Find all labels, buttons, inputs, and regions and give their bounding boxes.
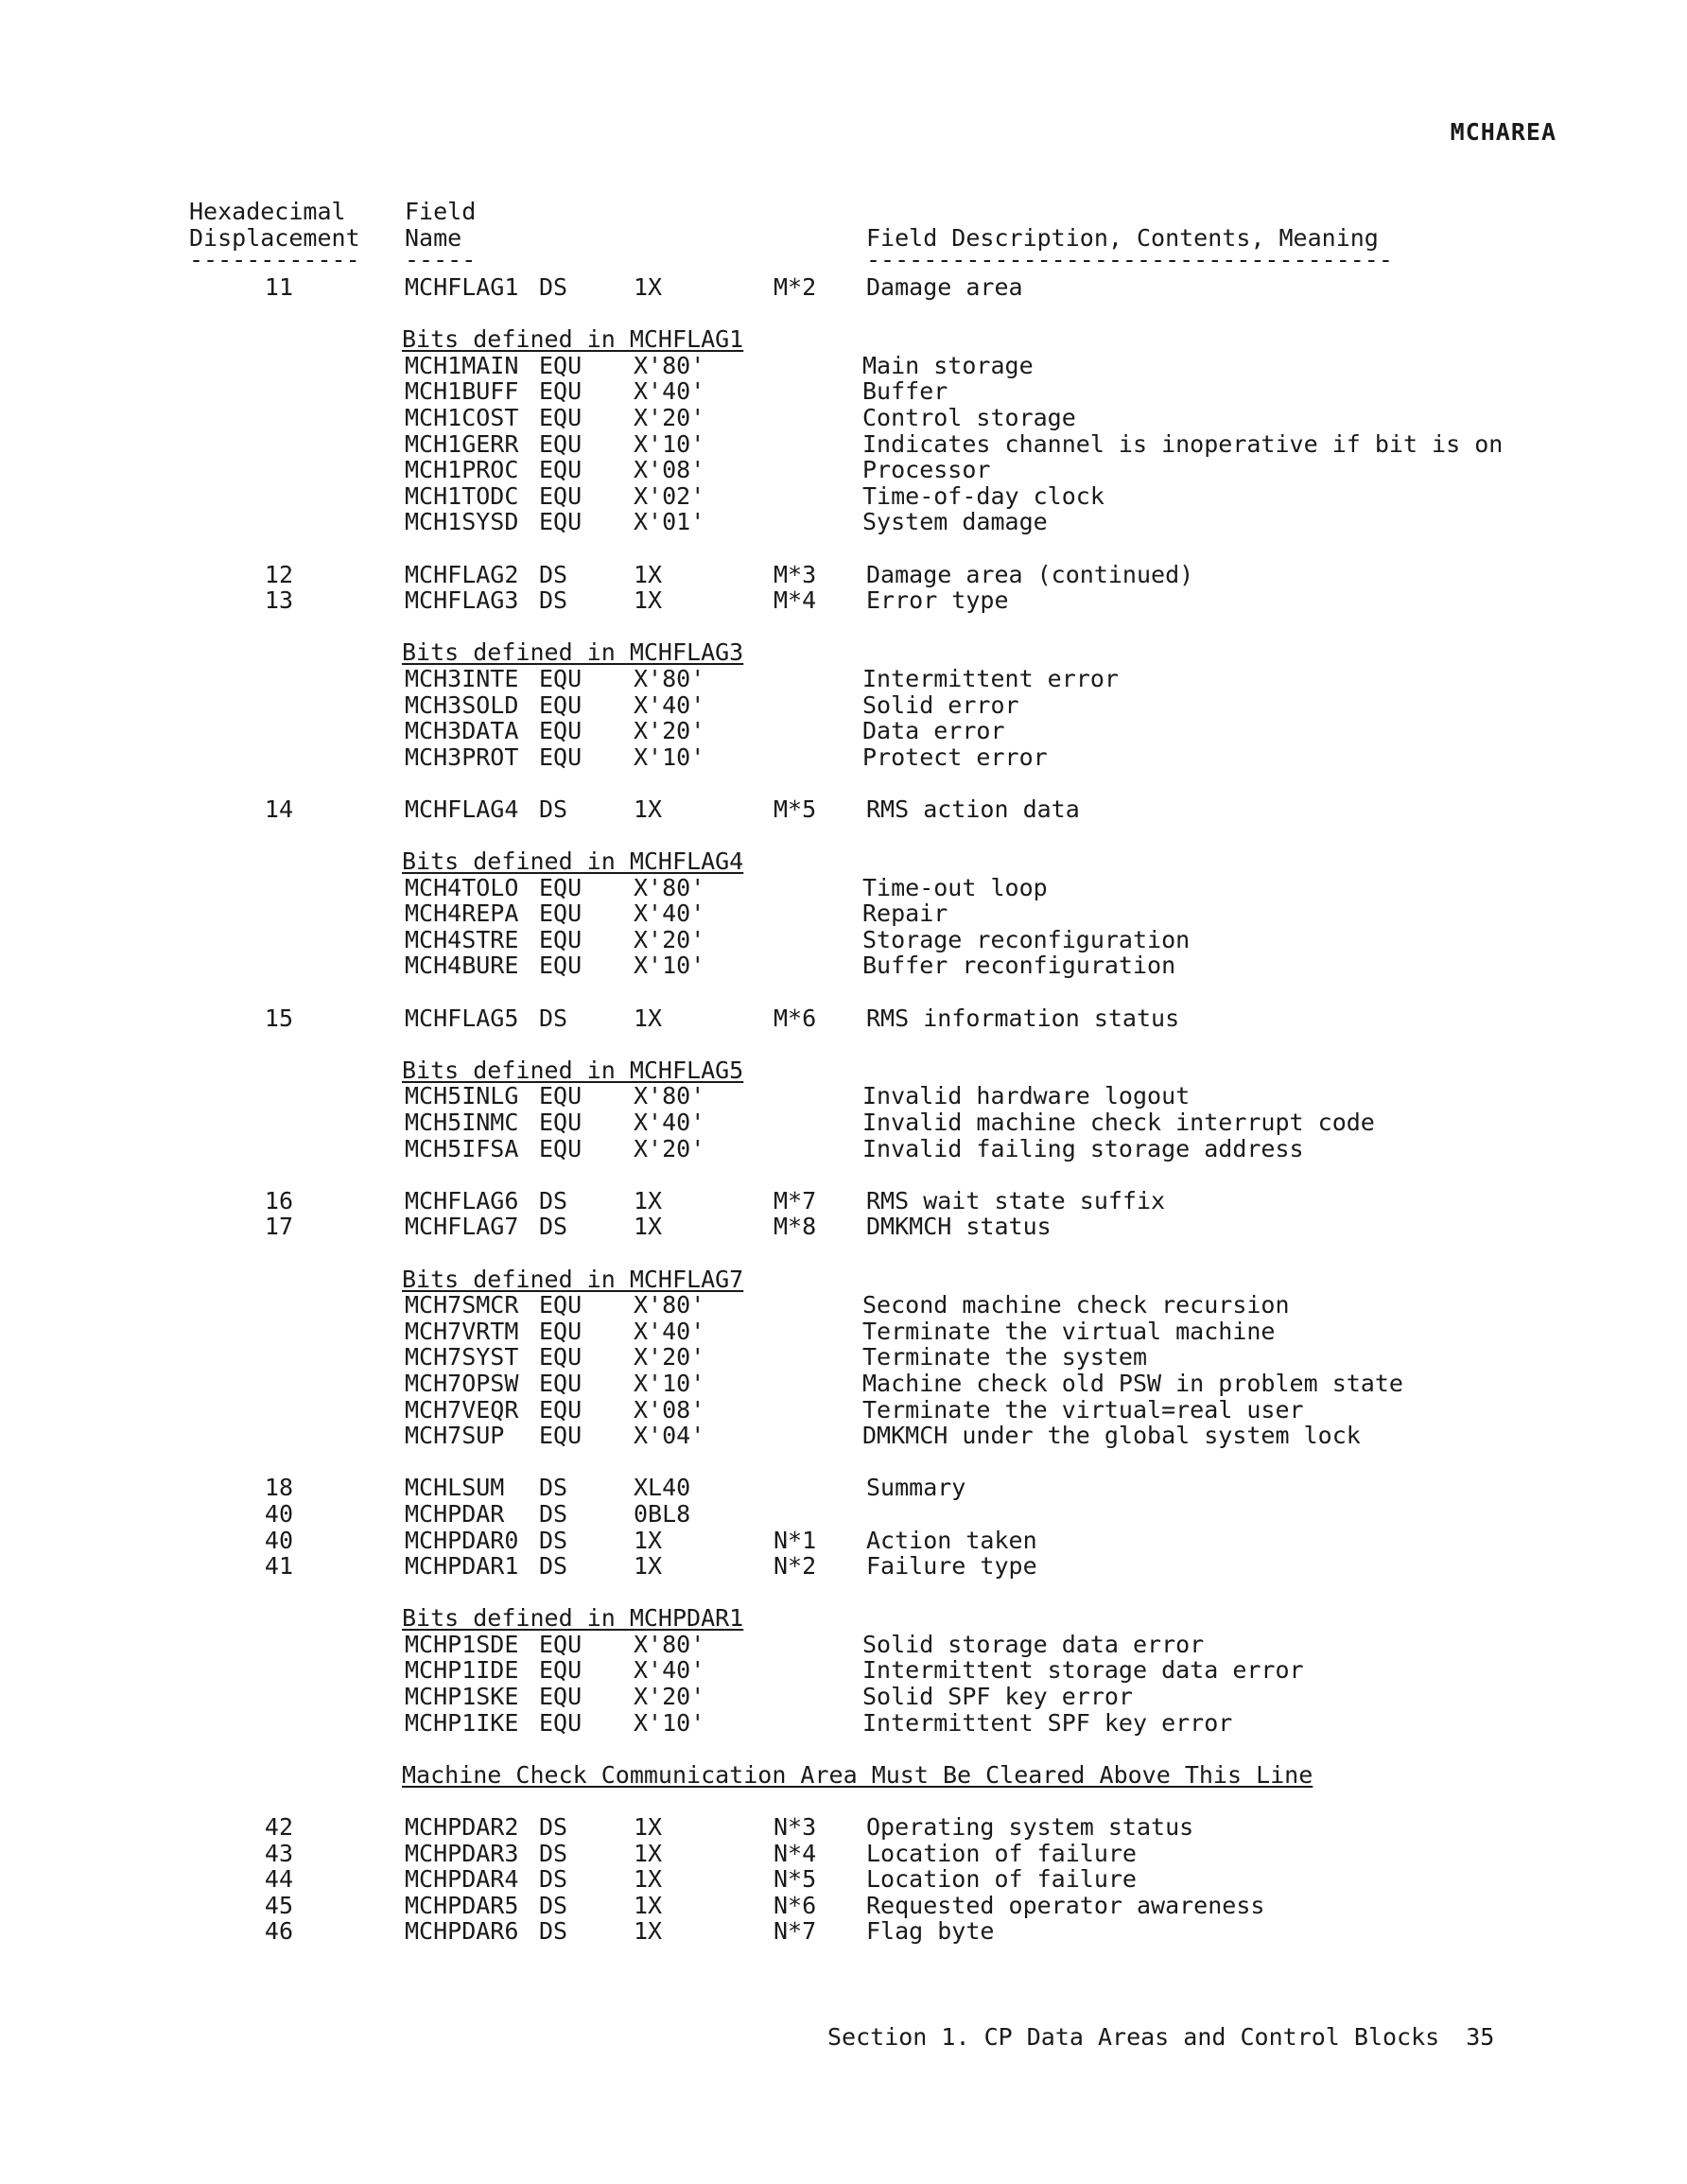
name-heading-line1: Field xyxy=(405,198,477,225)
bit-description: Invalid failing storage address xyxy=(862,1134,1304,1162)
hex-displacement: 17 xyxy=(264,1213,293,1241)
field-table xyxy=(189,274,1608,1945)
field-op: DS xyxy=(539,1213,568,1241)
bit-op: EQU xyxy=(539,925,583,953)
bit-name: MCH7OPSW xyxy=(405,1369,519,1397)
hex-displacement: 40 xyxy=(264,1499,293,1528)
bit-row xyxy=(189,431,1608,458)
field-row xyxy=(189,1475,1608,1501)
page-number: 35 xyxy=(1466,2023,1495,2051)
field-name: MCHFLAG1 xyxy=(405,273,519,301)
field-description: Flag byte xyxy=(866,1917,995,1946)
hex-displacement: 16 xyxy=(264,1186,293,1214)
bit-description: Solid SPF key error xyxy=(862,1683,1133,1711)
bit-description: Storage reconfiguration xyxy=(862,925,1191,953)
bit-value: X'80' xyxy=(634,664,705,692)
bit-value: X'10' xyxy=(634,429,705,458)
bit-row xyxy=(189,718,1608,744)
bit-value: X'40' xyxy=(634,1109,705,1136)
field-type: XL40 xyxy=(634,1474,691,1502)
bit-row xyxy=(189,1083,1608,1109)
field-op: DS xyxy=(539,560,568,588)
bit-row xyxy=(189,692,1608,719)
bit-row xyxy=(189,483,1608,510)
hex-displacement: 13 xyxy=(264,586,293,615)
field-type: 1X xyxy=(634,795,663,823)
bit-name: MCH7SUP xyxy=(405,1422,505,1450)
bit-op: EQU xyxy=(539,508,583,536)
bits-defined-heading: Machine Check Communication Area Must Be Cleared Above This Line xyxy=(402,1760,1313,1789)
bit-value: X'08' xyxy=(634,456,705,484)
bit-value: X'10' xyxy=(634,1369,705,1397)
row-gap xyxy=(189,1240,1608,1267)
bits-heading-row xyxy=(189,639,1608,666)
bit-description: Indicates channel is inoperative if bit is on xyxy=(862,429,1504,458)
field-op: DS xyxy=(539,1526,568,1554)
bit-row xyxy=(189,927,1608,953)
bit-name: MCHP1SDE xyxy=(405,1630,519,1658)
field-ref: N*5 xyxy=(774,1865,817,1894)
bit-value: X'80' xyxy=(634,1630,705,1658)
bit-op: EQU xyxy=(539,351,583,379)
field-type: 1X xyxy=(634,273,663,301)
field-ref: N*7 xyxy=(774,1917,817,1946)
bit-name: MCH1BUFF xyxy=(405,377,519,406)
desc-heading-rule: ------------------------------------- xyxy=(866,246,1393,273)
bit-value: X'01' xyxy=(634,508,705,536)
field-op: DS xyxy=(539,1186,568,1214)
field-type: 1X xyxy=(634,1891,663,1919)
field-op: DS xyxy=(539,1839,568,1867)
bit-row xyxy=(189,1710,1608,1737)
bit-op: EQU xyxy=(539,1317,583,1345)
field-name: MCHFLAG6 xyxy=(405,1186,519,1214)
bits-heading-row xyxy=(189,1762,1608,1789)
bit-row xyxy=(189,1292,1608,1319)
bit-value: X'40' xyxy=(634,377,705,406)
row-gap xyxy=(189,1449,1608,1476)
field-row xyxy=(189,1188,1608,1214)
field-row xyxy=(189,1214,1608,1240)
bit-row xyxy=(189,509,1608,535)
field-description: Error type xyxy=(866,586,1009,615)
bit-row xyxy=(189,900,1608,927)
field-op: DS xyxy=(539,273,568,301)
bit-row xyxy=(189,378,1608,405)
field-ref: M*8 xyxy=(774,1213,817,1241)
field-type: 1X xyxy=(634,1552,663,1581)
row-gap xyxy=(189,1736,1608,1762)
bit-row xyxy=(189,353,1608,379)
field-type: 1X xyxy=(634,1839,663,1867)
field-type: 1X xyxy=(634,1865,663,1894)
bit-value: X'20' xyxy=(634,1683,705,1711)
bits-defined-heading: Bits defined in MCHPDAR1 xyxy=(402,1604,744,1633)
bit-value: X'10' xyxy=(634,1708,705,1737)
field-row xyxy=(189,587,1608,614)
bit-op: EQU xyxy=(539,1630,583,1658)
bit-description: Buffer xyxy=(862,377,948,406)
hex-displacement: 11 xyxy=(264,273,293,301)
bit-value: X'10' xyxy=(634,952,705,980)
bit-op: EQU xyxy=(539,403,583,431)
bit-value: X'40' xyxy=(634,1317,705,1345)
bits-heading-row xyxy=(189,1057,1608,1084)
row-gap xyxy=(189,1788,1608,1814)
field-op: DS xyxy=(539,795,568,823)
bit-row xyxy=(189,1136,1608,1162)
bit-row xyxy=(189,1371,1608,1397)
row-gap xyxy=(189,1580,1608,1606)
field-type: 0BL8 xyxy=(634,1499,691,1528)
field-description: RMS action data xyxy=(866,795,1080,823)
bit-row xyxy=(189,1423,1608,1449)
bit-op: EQU xyxy=(539,1422,583,1450)
bit-name: MCH4STRE xyxy=(405,925,519,953)
field-ref: M*5 xyxy=(774,795,817,823)
field-type: 1X xyxy=(634,1917,663,1946)
field-name: MCHPDAR xyxy=(405,1499,505,1528)
field-type: 1X xyxy=(634,1186,663,1214)
field-ref: M*2 xyxy=(774,273,817,301)
bit-op: EQU xyxy=(539,717,583,745)
bit-op: EQU xyxy=(539,1082,583,1110)
field-description: Location of failure xyxy=(866,1865,1137,1894)
bit-row xyxy=(189,1657,1608,1684)
bit-value: X'80' xyxy=(634,351,705,379)
page-header-title: MCHAREA xyxy=(1450,118,1557,146)
field-description: Summary xyxy=(866,1474,966,1502)
field-ref: M*7 xyxy=(774,1186,817,1214)
bit-row xyxy=(189,875,1608,901)
bit-description: Terminate the virtual=real user xyxy=(862,1395,1304,1424)
field-description: Requested operator awareness xyxy=(866,1891,1265,1919)
bit-value: X'40' xyxy=(634,900,705,928)
hex-displacement: 12 xyxy=(264,560,293,588)
bit-name: MCH4REPA xyxy=(405,900,519,928)
footer-section: Section 1. CP Data Areas and Control Blocks xyxy=(827,2023,1440,2051)
field-name: MCHLSUM xyxy=(405,1474,505,1502)
bit-value: X'20' xyxy=(634,1134,705,1162)
field-ref: M*4 xyxy=(774,586,817,615)
hex-displacement: 45 xyxy=(264,1891,293,1919)
field-op: DS xyxy=(539,1004,568,1032)
bit-name: MCH1MAIN xyxy=(405,351,519,379)
field-name: MCHPDAR2 xyxy=(405,1813,519,1842)
bit-value: X'80' xyxy=(634,1291,705,1319)
bit-op: EQU xyxy=(539,456,583,484)
field-row xyxy=(189,1528,1608,1554)
bit-row xyxy=(189,744,1608,771)
desc-heading: Field Description, Contents, Meaning xyxy=(866,223,1379,252)
field-row xyxy=(189,1866,1608,1893)
hex-displacement: 15 xyxy=(264,1004,293,1032)
bit-description: Terminate the system xyxy=(862,1343,1148,1372)
hex-displacement: 41 xyxy=(264,1552,293,1581)
field-row xyxy=(189,1893,1608,1919)
row-gap xyxy=(189,301,1608,327)
field-name: MCHPDAR4 xyxy=(405,1865,519,1894)
bits-heading-row xyxy=(189,326,1608,353)
field-row xyxy=(189,274,1608,301)
row-gap xyxy=(189,770,1608,796)
bit-op: EQU xyxy=(539,900,583,928)
field-name: MCHPDAR0 xyxy=(405,1526,519,1554)
disp-heading-rule: ------------ xyxy=(189,246,360,273)
page-footer xyxy=(827,2024,1494,2051)
field-name: MCHFLAG3 xyxy=(405,586,519,615)
bit-name: MCH3DATA xyxy=(405,717,519,745)
bit-row xyxy=(189,1684,1608,1710)
bit-value: X'40' xyxy=(634,1656,705,1685)
field-name: MCHFLAG7 xyxy=(405,1213,519,1241)
bit-name: MCH4TOLO xyxy=(405,873,519,901)
row-gap xyxy=(189,979,1608,1005)
field-ref: N*4 xyxy=(774,1839,817,1867)
hex-displacement: 43 xyxy=(264,1839,293,1867)
bit-value: X'80' xyxy=(634,1082,705,1110)
bit-description: Machine check old PSW in problem state xyxy=(862,1369,1403,1397)
bit-row xyxy=(189,1109,1608,1136)
bit-value: X'20' xyxy=(634,717,705,745)
bit-name: MCH5INMC xyxy=(405,1109,519,1136)
field-op: DS xyxy=(539,1474,568,1502)
hex-displacement: 46 xyxy=(264,1917,293,1946)
bit-op: EQU xyxy=(539,377,583,406)
bits-heading-row xyxy=(189,1605,1608,1632)
bit-op: EQU xyxy=(539,690,583,719)
field-name: MCHFLAG4 xyxy=(405,795,519,823)
field-name: MCHFLAG2 xyxy=(405,560,519,588)
bit-name: MCHP1IKE xyxy=(405,1708,519,1737)
bit-description: Invalid machine check interrupt code xyxy=(862,1109,1375,1136)
row-gap xyxy=(189,1031,1608,1057)
field-row xyxy=(189,1918,1608,1945)
bit-op: EQU xyxy=(539,1683,583,1711)
bit-value: X'20' xyxy=(634,1343,705,1372)
bit-description: DMKMCH under the global system lock xyxy=(862,1422,1361,1450)
bit-value: X'20' xyxy=(634,925,705,953)
bit-description: Data error xyxy=(862,717,1005,745)
bit-row xyxy=(189,1344,1608,1371)
field-type: 1X xyxy=(634,560,663,588)
bit-description: Time-out loop xyxy=(862,873,1048,901)
field-row xyxy=(189,1814,1608,1841)
bit-description: Terminate the virtual machine xyxy=(862,1317,1276,1345)
bit-description: Buffer reconfiguration xyxy=(862,952,1176,980)
bit-name: MCH4BURE xyxy=(405,952,519,980)
field-description: Action taken xyxy=(866,1526,1037,1554)
bits-heading-row xyxy=(189,1267,1608,1293)
bit-op: EQU xyxy=(539,429,583,458)
bit-description: Solid error xyxy=(862,690,1019,719)
bit-description: Repair xyxy=(862,900,948,928)
bit-name: MCH1PROC xyxy=(405,456,519,484)
field-row xyxy=(189,1553,1608,1580)
hex-displacement: 18 xyxy=(264,1474,293,1502)
field-ref: M*6 xyxy=(774,1004,817,1032)
row-gap xyxy=(189,614,1608,640)
hex-displacement: 42 xyxy=(264,1813,293,1842)
bits-defined-heading: Bits defined in MCHFLAG5 xyxy=(402,1056,744,1084)
bit-value: X'02' xyxy=(634,481,705,510)
bit-op: EQU xyxy=(539,743,583,771)
field-name: MCHPDAR6 xyxy=(405,1917,519,1946)
bit-value: X'80' xyxy=(634,873,705,901)
field-row xyxy=(189,562,1608,588)
field-description: DMKMCH status xyxy=(866,1213,1052,1241)
field-description: Operating system status xyxy=(866,1813,1194,1842)
bit-description: Main storage xyxy=(862,351,1034,379)
field-name: MCHPDAR3 xyxy=(405,1839,519,1867)
bits-defined-heading: Bits defined in MCHFLAG4 xyxy=(402,847,744,876)
field-type: 1X xyxy=(634,1813,663,1842)
field-op: DS xyxy=(539,586,568,615)
bit-op: EQU xyxy=(539,952,583,980)
bit-name: MCH1SYSD xyxy=(405,508,519,536)
field-row xyxy=(189,796,1608,823)
bit-op: EQU xyxy=(539,664,583,692)
hex-displacement: 40 xyxy=(264,1526,293,1554)
row-gap xyxy=(189,1162,1608,1188)
bit-row xyxy=(189,1319,1608,1345)
bit-op: EQU xyxy=(539,873,583,901)
field-ref: N*6 xyxy=(774,1891,817,1919)
field-row xyxy=(189,1005,1608,1032)
row-gap xyxy=(189,822,1608,848)
bit-name: MCH1GERR xyxy=(405,429,519,458)
bit-row xyxy=(189,1397,1608,1424)
bit-description: Intermittent storage data error xyxy=(862,1656,1304,1685)
disp-heading-line1: Hexadecimal xyxy=(189,198,346,225)
bit-row xyxy=(189,405,1608,431)
bit-name: MCH7VRTM xyxy=(405,1317,519,1345)
row-gap xyxy=(189,535,1608,562)
field-type: 1X xyxy=(634,1526,663,1554)
bit-name: MCH5INLG xyxy=(405,1082,519,1110)
bit-name: MCH5IFSA xyxy=(405,1134,519,1162)
field-op: DS xyxy=(539,1891,568,1919)
hex-displacement: 14 xyxy=(264,795,293,823)
bit-description: Control storage xyxy=(862,403,1076,431)
bit-description: Second machine check recursion xyxy=(862,1291,1290,1319)
field-name: MCHFLAG5 xyxy=(405,1004,519,1032)
bit-op: EQU xyxy=(539,1369,583,1397)
bit-name: MCH1COST xyxy=(405,403,519,431)
bit-name: MCH3INTE xyxy=(405,664,519,692)
bit-row xyxy=(189,666,1608,692)
field-ref: N*1 xyxy=(774,1526,817,1554)
disp-heading-line2: Displacement xyxy=(189,223,360,252)
bit-name: MCH7SYST xyxy=(405,1343,519,1372)
bit-description: Intermittent error xyxy=(862,664,1119,692)
bit-name: MCH7SMCR xyxy=(405,1291,519,1319)
bit-op: EQU xyxy=(539,1134,583,1162)
field-type: 1X xyxy=(634,586,663,615)
field-op: DS xyxy=(539,1499,568,1528)
field-name: MCHPDAR1 xyxy=(405,1552,519,1581)
bit-row xyxy=(189,952,1608,979)
field-ref: N*3 xyxy=(774,1813,817,1842)
bit-op: EQU xyxy=(539,1395,583,1424)
bit-name: MCH7VEQR xyxy=(405,1395,519,1424)
bit-op: EQU xyxy=(539,1656,583,1685)
bit-name: MCH1TODC xyxy=(405,481,519,510)
field-ref: M*3 xyxy=(774,560,817,588)
bit-description: Time-of-day clock xyxy=(862,481,1104,510)
bit-value: X'40' xyxy=(634,690,705,719)
bit-name: MCHP1IDE xyxy=(405,1656,519,1685)
bit-value: X'10' xyxy=(634,743,705,771)
bits-defined-heading: Bits defined in MCHFLAG7 xyxy=(402,1265,744,1293)
field-type: 1X xyxy=(634,1004,663,1032)
bit-row xyxy=(189,457,1608,483)
field-description: Failure type xyxy=(866,1552,1037,1581)
field-row xyxy=(189,1501,1608,1528)
field-description: RMS information status xyxy=(866,1004,1180,1032)
hex-displacement: 44 xyxy=(264,1865,293,1894)
field-description: Damage area (continued) xyxy=(866,560,1194,588)
bit-description: Intermittent SPF key error xyxy=(862,1708,1233,1737)
bit-description: Protect error xyxy=(862,743,1048,771)
bit-name: MCHP1SKE xyxy=(405,1683,519,1711)
name-heading-rule: ----- xyxy=(405,246,477,273)
bit-description: Processor xyxy=(862,456,991,484)
field-name: MCHPDAR5 xyxy=(405,1891,519,1919)
field-ref: N*2 xyxy=(774,1552,817,1581)
bit-name: MCH3PROT xyxy=(405,743,519,771)
bits-defined-heading: Bits defined in MCHFLAG1 xyxy=(402,325,744,354)
bit-description: System damage xyxy=(862,508,1048,536)
bit-op: EQU xyxy=(539,1343,583,1372)
field-op: DS xyxy=(539,1552,568,1581)
field-op: DS xyxy=(539,1813,568,1842)
field-type: 1X xyxy=(634,1213,663,1241)
bit-value: X'04' xyxy=(634,1422,705,1450)
bit-op: EQU xyxy=(539,481,583,510)
bit-op: EQU xyxy=(539,1708,583,1737)
bit-value: X'20' xyxy=(634,403,705,431)
field-description: Damage area xyxy=(866,273,1023,301)
field-op: DS xyxy=(539,1865,568,1894)
bit-op: EQU xyxy=(539,1291,583,1319)
bit-description: Solid storage data error xyxy=(862,1630,1205,1658)
bit-value: X'08' xyxy=(634,1395,705,1424)
bit-name: MCH3SOLD xyxy=(405,690,519,719)
bit-description: Invalid hardware logout xyxy=(862,1082,1191,1110)
field-row xyxy=(189,1841,1608,1867)
bits-heading-row xyxy=(189,848,1608,875)
bit-op: EQU xyxy=(539,1109,583,1136)
field-description: RMS wait state suffix xyxy=(866,1186,1166,1214)
bits-defined-heading: Bits defined in MCHFLAG3 xyxy=(402,638,744,667)
bit-row xyxy=(189,1632,1608,1658)
field-op: DS xyxy=(539,1917,568,1946)
name-heading-line2: Name xyxy=(405,223,462,252)
field-description: Location of failure xyxy=(866,1839,1137,1867)
